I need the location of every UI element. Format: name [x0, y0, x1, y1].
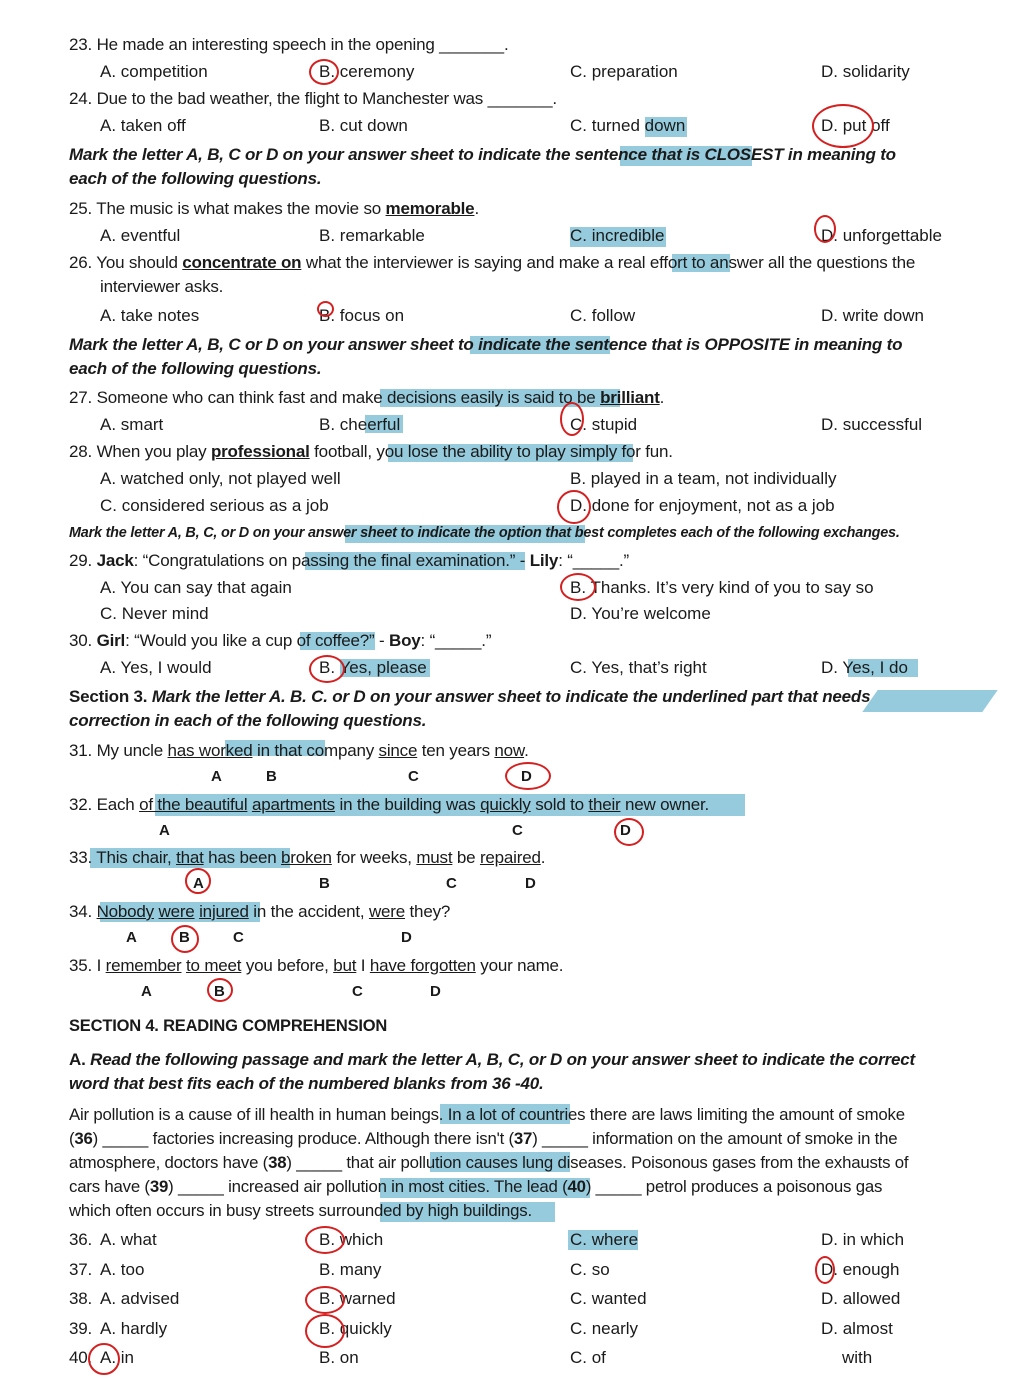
- passage-line-4: cars have (39) _____ increased air pollution in most cities. The lead (40) _____ petrol produces a poisonous gas: [69, 1177, 883, 1196]
- answer-mark-circle: [614, 818, 644, 846]
- section-3-line2: correction in each of the following questions.: [69, 711, 427, 730]
- passage-line-3: atmosphere, doctors have (38) _____ that air pollution causes lung diseases. Poisonous gases from the exhausts of: [69, 1153, 909, 1172]
- answer-mark-circle: [88, 1343, 120, 1375]
- q29-option-b[interactable]: B. Thanks. It’s very kind of you to say so: [570, 578, 874, 597]
- q37-number: 37.: [69, 1260, 93, 1279]
- q34-label-b[interactable]: B: [179, 929, 190, 946]
- q32-label-c[interactable]: C: [512, 822, 523, 839]
- q26-option-b[interactable]: B. focus on: [319, 306, 405, 325]
- q31-label-c[interactable]: C: [408, 768, 419, 785]
- q40-option-b[interactable]: B. on: [319, 1348, 359, 1367]
- question-23: 23. He made an interesting speech in the opening _______.: [69, 35, 509, 54]
- q33-label-c[interactable]: C: [446, 875, 457, 892]
- q38-option-a[interactable]: A. advised: [100, 1289, 180, 1308]
- section-3-heading: Section 3. Mark the letter A. B. C. or D on your answer sheet to indicate the underlined part that needs: [69, 687, 871, 706]
- q37-option-d[interactable]: D. enough: [821, 1260, 900, 1279]
- answer-mark-circle: [812, 104, 874, 148]
- answer-mark-circle: [309, 655, 345, 683]
- instruction-exchange: Mark the letter A, B, C, or D on your answer sheet to indicate the option that best completes each of the following exchanges.: [69, 525, 900, 541]
- question-24: 24. Due to the bad weather, the flight to Manchester was _______.: [69, 89, 557, 108]
- passage-line-5: which often occurs in busy streets surrounded by high buildings.: [69, 1201, 532, 1220]
- q27-option-b[interactable]: B. cheerful: [319, 415, 401, 434]
- instruction-opposite-line1: Mark the letter A, B, C or D on your answer sheet to indicate the sentence that is OPPOSITE in meaning to: [69, 335, 903, 354]
- q30-option-a[interactable]: A. Yes, I would: [100, 658, 212, 677]
- q27-option-d[interactable]: D. successful: [821, 415, 923, 434]
- q23-option-a[interactable]: A. competition: [100, 62, 208, 81]
- q38-option-c[interactable]: C. wanted: [570, 1289, 647, 1308]
- question-25: 25. The music is what makes the movie so memorable.: [69, 199, 479, 218]
- q35-label-c[interactable]: C: [352, 983, 363, 1000]
- q31-label-d[interactable]: D: [521, 768, 532, 785]
- q39-option-c[interactable]: C. nearly: [570, 1319, 639, 1338]
- q29-option-d[interactable]: D. You’re welcome: [570, 604, 711, 623]
- key-word: concentrate on: [182, 253, 302, 272]
- q27-option-a[interactable]: A. smart: [100, 415, 164, 434]
- answer-mark-circle: [814, 215, 836, 243]
- q39-number: 39.: [69, 1319, 93, 1338]
- q39-option-b[interactable]: B. quickly: [319, 1319, 392, 1338]
- answer-mark-circle: [557, 490, 591, 524]
- q39-option-a[interactable]: A. hardly: [100, 1319, 168, 1338]
- q23-option-b[interactable]: B. ceremony: [319, 62, 415, 81]
- question-32: 32. Each of the beautiful apartments in the building was quickly sold to their new owner.: [69, 795, 710, 814]
- reading-a-instruction: A. Read the following passage and mark the letter A, B, C, or D on your answer sheet to indicate the correct: [69, 1050, 915, 1069]
- answer-mark-circle: [305, 1226, 345, 1254]
- q25-option-b[interactable]: B. remarkable: [319, 226, 425, 245]
- q39-option-d[interactable]: D. almost: [821, 1319, 893, 1338]
- question-29: 29. Jack: “Congratulations on passing the final examination.” - Lily: “_____.”: [69, 551, 629, 570]
- q28-option-c[interactable]: C. considered serious as a job: [100, 496, 329, 515]
- answer-mark-circle: [317, 301, 334, 317]
- q37-option-a[interactable]: A. too: [100, 1260, 145, 1279]
- q32-label-d[interactable]: D: [620, 822, 631, 839]
- q38-option-d[interactable]: D. allowed: [821, 1289, 901, 1308]
- q36-option-b[interactable]: B. which: [319, 1230, 384, 1249]
- q31-label-a[interactable]: A: [211, 768, 222, 785]
- key-word: brilliant: [600, 388, 660, 407]
- q23-option-d[interactable]: D. solidarity: [821, 62, 910, 81]
- passage-line-2: (36) _____ factories increasing produce. Although there isn't (37) _____ information on the amount of smoke in the: [69, 1129, 898, 1148]
- q40-option-c[interactable]: C. of: [570, 1348, 606, 1367]
- q24-option-c[interactable]: C. turned down: [570, 116, 686, 135]
- q30-option-b[interactable]: B. Yes, please: [319, 658, 427, 677]
- q32-label-a[interactable]: A: [159, 822, 170, 839]
- q28-option-d[interactable]: D. done for enjoyment, not as a job: [570, 496, 835, 515]
- q36-option-c[interactable]: C. where: [570, 1230, 639, 1249]
- q25-option-a[interactable]: A. eventful: [100, 226, 181, 245]
- passage-line-1: Air pollution is a cause of ill health in human beings. In a lot of countries there are laws limiting the amount of smoke: [69, 1105, 905, 1124]
- q38-number: 38.: [69, 1289, 93, 1308]
- question-31: 31. My uncle has worked in that company since ten years now.: [69, 741, 529, 760]
- q34-label-c[interactable]: C: [233, 929, 244, 946]
- q27-option-c[interactable]: C. stupid: [570, 415, 638, 434]
- instruction-opposite-line2: each of the following questions.: [69, 359, 322, 378]
- q33-label-d[interactable]: D: [525, 875, 536, 892]
- q35-label-a[interactable]: A: [141, 983, 152, 1000]
- q28-option-b[interactable]: B. played in a team, not individually: [570, 469, 837, 488]
- q31-label-b[interactable]: B: [266, 768, 277, 785]
- question-33: 33. This chair, that has been broken for weeks, must be repaired.: [69, 848, 546, 867]
- q29-option-c[interactable]: C. Never mind: [100, 604, 209, 623]
- q35-label-b[interactable]: B: [214, 983, 225, 1000]
- answer-mark-circle: [207, 978, 233, 1002]
- q30-option-d[interactable]: D. Yes, I do: [821, 658, 908, 677]
- q26-option-d[interactable]: D. write down: [821, 306, 924, 325]
- q26-option-a[interactable]: A. take notes: [100, 306, 200, 325]
- answer-mark-circle: [815, 1256, 835, 1284]
- answer-mark-circle: [171, 925, 199, 953]
- q33-label-a[interactable]: A: [193, 875, 204, 892]
- q24-option-d[interactable]: D. put off: [821, 116, 890, 135]
- question-28: 28. When you play professional football, you lose the ability to play simply for fun.: [69, 442, 673, 461]
- q34-label-d[interactable]: D: [401, 929, 412, 946]
- answer-mark-circle: [305, 1286, 345, 1314]
- q35-label-d[interactable]: D: [430, 983, 441, 1000]
- q40-option-a[interactable]: A. in: [100, 1348, 135, 1367]
- key-word: memorable: [385, 199, 475, 218]
- question-27: 27. Someone who can think fast and make decisions easily is said to be brilliant.: [69, 388, 665, 407]
- question-35: 35. I remember to meet you before, but I have forgotten your name.: [69, 956, 564, 975]
- answer-mark-circle: [305, 1314, 345, 1348]
- q33-label-b[interactable]: B: [319, 875, 330, 892]
- answer-mark-circle: [309, 59, 339, 85]
- q24-option-b[interactable]: B. cut down: [319, 116, 408, 135]
- answer-mark-circle: [185, 868, 211, 894]
- q26-option-c[interactable]: C. follow: [570, 306, 636, 325]
- q36-option-d[interactable]: D. in which: [821, 1230, 905, 1249]
- question-34: 34. Nobody were injured in the accident, were they?: [69, 902, 451, 921]
- answer-mark-circle: [560, 402, 584, 436]
- reading-a-instruction-line2: word that best fits each of the numbered blanks from 36 -40.: [69, 1074, 544, 1093]
- question-30: 30. Girl: “Would you like a cup of coffee?” - Boy: “_____.”: [69, 631, 492, 650]
- q29-option-a[interactable]: A. You can say that again: [100, 578, 292, 597]
- q40-option-d[interactable]: with: [842, 1348, 873, 1367]
- q24-option-a[interactable]: A. taken off: [100, 116, 186, 135]
- q34-label-a[interactable]: A: [126, 929, 137, 946]
- highlight-mark: [862, 690, 997, 712]
- key-word: professional: [210, 442, 310, 461]
- instruction-closest-line1: Mark the letter A, B, C or D on your answer sheet to indicate the sentence that is CLOSEST in meaning to: [69, 145, 896, 164]
- section-4-title: SECTION 4. READING COMPREHENSION: [69, 1017, 388, 1035]
- q28-option-a[interactable]: A. watched only, not played well: [100, 469, 341, 488]
- q30-option-c[interactable]: C. Yes, that’s right: [570, 658, 707, 677]
- q25-option-d[interactable]: D. unforgettable: [821, 226, 942, 245]
- q23-option-c[interactable]: C. preparation: [570, 62, 678, 81]
- answer-mark-circle: [560, 573, 596, 601]
- q40-number: 40.: [69, 1348, 93, 1367]
- question-26-line2: interviewer asks.: [100, 277, 224, 296]
- instruction-closest-line2: each of the following questions.: [69, 169, 322, 188]
- q37-option-b[interactable]: B. many: [319, 1260, 382, 1279]
- question-26: 26. You should concentrate on what the interviewer is saying and make a real effort to answer all the questions the: [69, 253, 916, 272]
- q36-number: 36.: [69, 1230, 93, 1249]
- q37-option-c[interactable]: C. so: [570, 1260, 610, 1279]
- answer-mark-circle: [505, 762, 551, 790]
- q38-option-b[interactable]: B. warned: [319, 1289, 396, 1308]
- q36-option-a[interactable]: A. what: [100, 1230, 157, 1249]
- q25-option-c[interactable]: C. incredible: [570, 226, 665, 245]
